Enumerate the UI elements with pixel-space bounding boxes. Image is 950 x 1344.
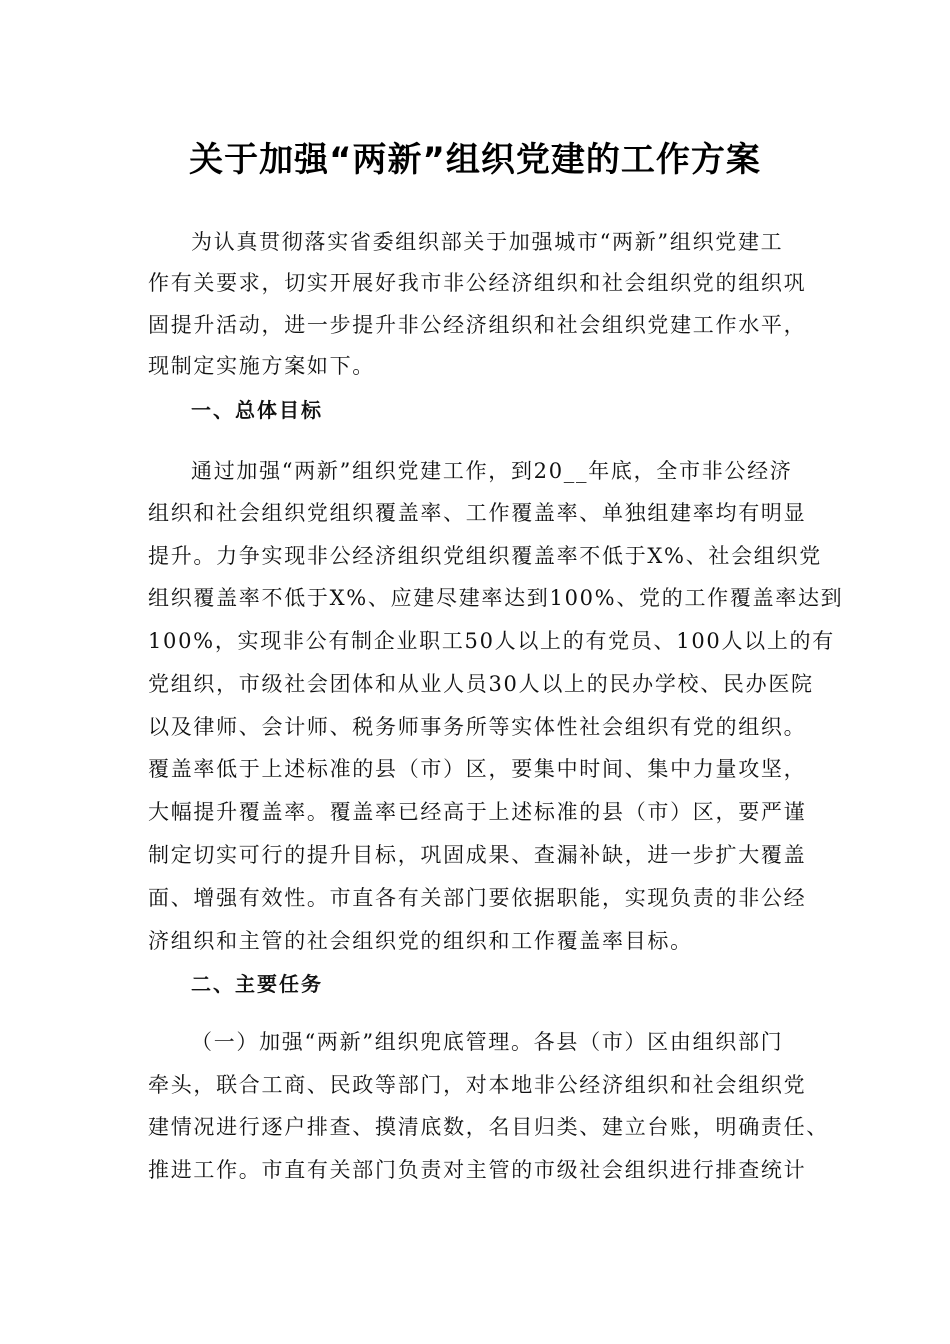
paragraph-line: 党组织，市级社会团体和从业人员30人以上的民办学校、民办医院	[148, 672, 814, 696]
intro-line: 现制定实施方案如下。	[148, 354, 375, 378]
intro-line: 为认真贯彻落实省委组织部关于加强城市“两新”组织党建工	[191, 230, 784, 254]
document-title: 关于加强“两新”组织党建的工作方案	[189, 140, 761, 180]
paragraph-line: 通过加强“两新”组织党建工作，到20__年底，全市非公经济	[191, 459, 793, 483]
paragraph-line: 面、增强有效性。市直各有关部门要依据职能，实现负责的非公经	[148, 886, 807, 910]
paragraph-line: 济组织和主管的社会组织党的组织和工作覆盖率目标。	[148, 929, 693, 953]
paragraph-line: （一）加强“两新”组织兜底管理。各县（市）区由组织部门	[191, 1030, 784, 1054]
paragraph-line: 牵头，联合工商、民政等部门，对本地非公经济组织和社会组织党	[148, 1073, 807, 1097]
section-heading-tasks: 二、主要任务	[191, 972, 323, 996]
paragraph-line: 组织和社会组织党组织覆盖率、工作覆盖率、单独组建率均有明显	[148, 501, 807, 525]
paragraph-line: 大幅提升覆盖率。覆盖率已经高于上述标准的县（市）区，要严谨	[148, 800, 807, 824]
paragraph-line: 组织覆盖率不低于X%、应建尽建率达到100%、党的工作覆盖率达到	[148, 586, 844, 610]
paragraph-line: 以及律师、会计师、税务师事务所等实体性社会组织有党的组织。	[148, 715, 807, 739]
paragraph-line: 覆盖率低于上述标准的县（市）区，要集中时间、集中力量攻坚，	[148, 757, 807, 781]
paragraph-line: 提升。力争实现非公经济组织党组织覆盖率不低于X%、社会组织党	[148, 544, 822, 568]
paragraph-line: 推进工作。市直有关部门负责对主管的市级社会组织进行排查统计	[148, 1158, 807, 1182]
paragraph-line: 100%，实现非公有制企业职工50人以上的有党员、100人以上的有	[148, 629, 835, 653]
intro-line: 固提升活动，进一步提升非公经济组织和社会组织党建工作水平，	[148, 313, 807, 337]
intro-line: 作有关要求，切实开展好我市非公经济组织和社会组织党的组织巩	[148, 271, 807, 295]
paragraph-line: 建情况进行逐户排查、摸清底数，名目归类、建立台账，明确责任、	[148, 1115, 829, 1139]
section-heading-goals: 一、总体目标	[191, 398, 323, 422]
paragraph-line: 制定切实可行的提升目标，巩固成果、查漏补缺，进一步扩大覆盖	[148, 843, 807, 867]
